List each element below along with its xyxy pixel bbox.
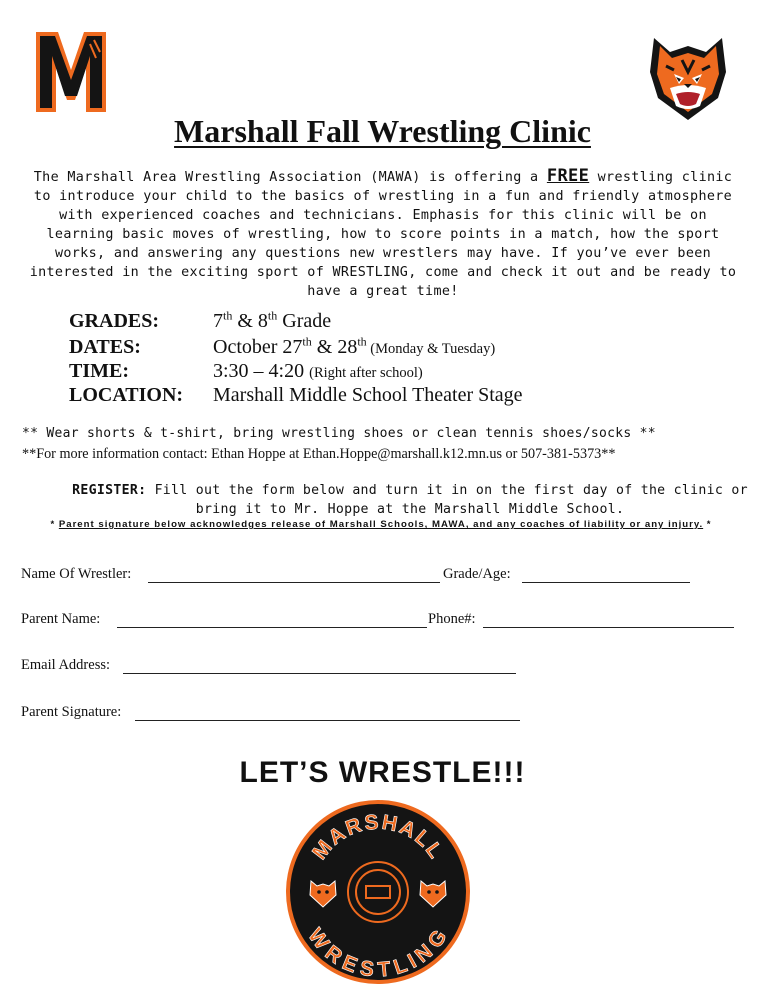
marshall-m-logo: [34, 30, 108, 114]
slogan: LET’S WRESTLE!!!: [239, 756, 526, 789]
intro-paragraph: The Marshall Area Wrestling Association (MAWA) is offering a FREE wrestling clinic to introduce your child to the basics of wrestling in a fun and friendly atmosphere with experienced coaches and technicians. Emphasis for this clinic will be on learning basic moves of wrestling, how to score points in a match, how the sport works, and answering any questions new wrestlers may have. If you’ve ever been interested in the exciting sport of WRESTLING, come and check it out and be ready to have a great time!: [29, 166, 737, 299]
grade-age-label: Grade/Age:: [443, 566, 511, 582]
liability-disclaimer: * Parent signature below acknowledges release of Marshall Schools, MAWA, and any coaches of liability or any injury. *: [50, 519, 712, 530]
signature-field[interactable]: [135, 720, 520, 721]
signature-label: Parent Signature:: [21, 704, 122, 720]
wrestler-name-field[interactable]: [148, 582, 440, 583]
parent-name-field[interactable]: [117, 627, 427, 628]
wrestler-name-label: Name Of Wrestler:: [21, 566, 132, 582]
tiger-mascot-logo: [646, 32, 730, 122]
phone-field[interactable]: [483, 627, 734, 628]
phone-label: Phone#:: [428, 611, 476, 627]
parent-name-label: Parent Name:: [21, 611, 101, 627]
grade-age-field[interactable]: [522, 582, 690, 583]
attire-note: ** Wear shorts & t-shirt, bring wrestling shoes or clean tennis shoes/socks **: [22, 426, 656, 441]
contact-note: **For more information contact: Ethan Hoppe at Ethan.Hoppe@marshall.k12.mn.us or 507-381-5373**: [22, 446, 616, 462]
marshall-wrestling-badge: [283, 797, 473, 987]
email-label: Email Address:: [21, 657, 111, 673]
badge-bottom-text: WRESTLING: [303, 924, 453, 982]
email-field[interactable]: [123, 673, 516, 674]
register-instructions: REGISTER: Fill out the form below and turn it in on the first day of the clinic or bring it to Mr. Hoppe at the Marshall Middle School.: [72, 483, 748, 517]
free-highlight: FREE: [546, 166, 590, 186]
page-title: Marshall Fall Wrestling Clinic: [174, 113, 591, 149]
badge-top-text: MARSHALL: [308, 810, 449, 865]
